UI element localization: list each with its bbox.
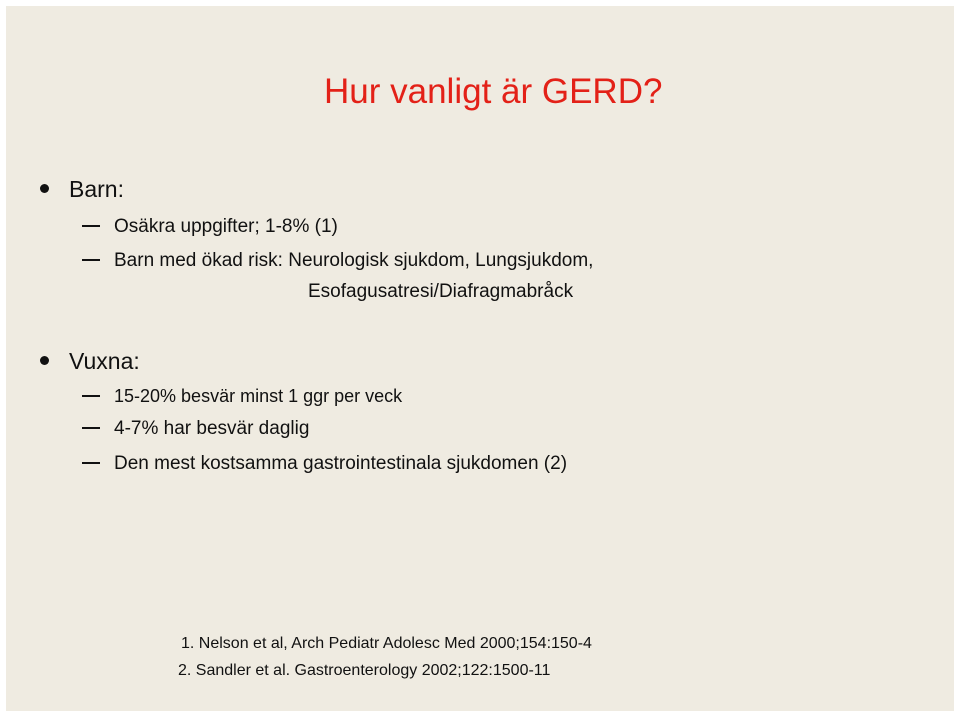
dash-icon [82,225,100,227]
dash-icon [82,462,100,464]
sub-item-vuxna-2 [82,418,309,440]
reference-2: 2. Sandler et al. Gastroenterology 2002;122:1500-11 [178,662,551,679]
dash-icon [82,395,100,397]
sub-item-barn-2-continuation: Esofagusatresi/Diafragmabråck [308,281,574,302]
reference-1: 1. Nelson et al, Arch Pediatr Adolesc Med 2000;154:150-4 [181,635,592,652]
dash-icon [82,259,100,261]
sub-item-text: Barn med ökad risk: Neurologisk sjukdom, Lungsjukdom, [114,250,594,271]
sub-item-barn-2 [82,250,593,272]
slide [6,6,954,711]
bullet-icon [40,356,49,365]
sub-item-barn-1 [82,216,338,238]
sub-item-text: 15-20% besvär minst 1 ggr per veck [114,386,403,406]
bullet-icon [40,184,49,193]
sub-item-vuxna-3 [82,453,567,475]
bullet-barn [40,176,124,203]
sub-item-vuxna-1 [82,386,402,407]
bullet-heading-vuxna: Vuxna: [69,348,140,374]
slide-title: Hur vanligt är GERD? [324,72,663,111]
dash-icon [82,427,100,429]
bullet-vuxna [40,348,140,375]
sub-item-text: 4-7% har besvär daglig [114,418,310,439]
bullet-heading-barn: Barn: [69,176,124,202]
sub-item-text: Den mest kostsamma gastrointestinala sjukdomen (2) [114,453,568,474]
sub-item-text: Osäkra uppgifter; 1-8% (1) [114,216,338,237]
